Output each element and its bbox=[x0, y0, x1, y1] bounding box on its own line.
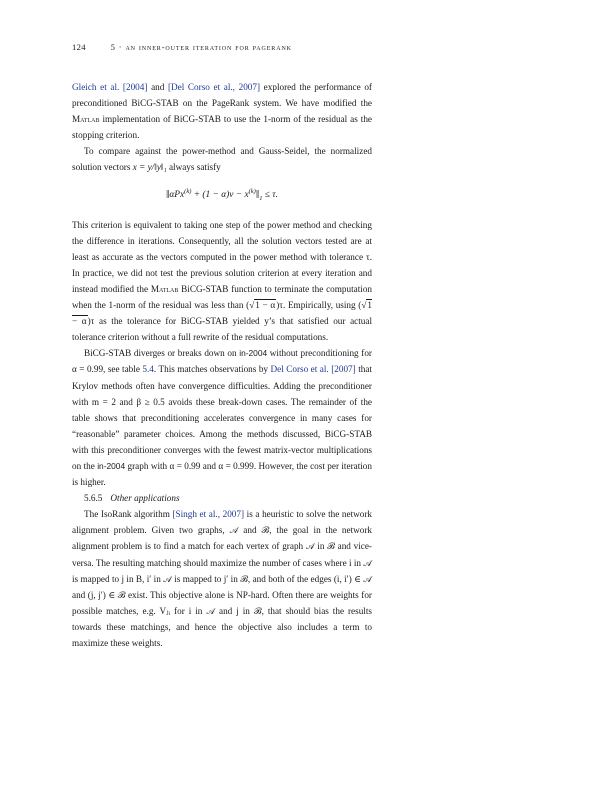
norm-open: ‖ bbox=[165, 186, 170, 201]
text: )τ as the tolerance for BiCG-STAB yielded y’s that satisfied our actual tolerance criterion without a full rewrite of the residual computations. bbox=[72, 316, 373, 343]
text: This criterion is equivalent to taking one step of the power method and checking the difference in iterations. Consequently, all the solution vectors tested are at least as accurate as the vectors computed in the power method with tolerance τ. In practice, we did not test the previous solution criterion at every iteration and instead modified the bbox=[72, 219, 372, 294]
text: To compare against the power-method and Gauss-Seidel, the normalized solution vectors bbox=[72, 146, 372, 173]
subsection-number: 5.6.5 bbox=[84, 493, 103, 504]
citation-del-corso-2007[interactable]: [Del Corso et al., 2007] bbox=[167, 82, 261, 92]
eq-superscript: (k) bbox=[248, 187, 256, 195]
sqrt-expr: 1 − α bbox=[255, 300, 276, 311]
paragraph-3: This criterion is equivalent to taking one step of the power method and checking the difference in iterations. Consequently, all the solution vectors tested are at least as accurate as the vectors computed in the power method with tolerance τ. In practice, we did not test the previous solution criterion at every iteration and instead modified the Matlab BiCG-STAB function to terminate the computation when the 1-norm of the residual was less than (√1 − α)τ. Empirically, using (√1 − α)τ as the tolerance for BiCG-STAB yielded y’s that satisfied our actual tolerance criterion without a full rewrite of the residual computations. bbox=[72, 219, 373, 343]
citation-singh-2007[interactable]: [Singh et al., 2007] bbox=[172, 509, 245, 520]
text: . This matches observations by bbox=[153, 364, 271, 375]
sqrt-expr: 1 − α bbox=[72, 300, 372, 327]
graph-name: in-2004 bbox=[97, 460, 126, 471]
subsection-heading bbox=[72, 490, 372, 506]
text: is a heuristic to solve the network alignment problem. Given two graphs, 𝒜 and ℬ, the goal in the network alignment problem is to find a match for each vertex of graph 𝒜 in ℬ and vice-versa. The resulting matching should maximize the number of cases where i in 𝒜 is mapped to j in B, i′ in 𝒜 is mapped to j′ in ℬ, and both of the edges (i, i′) ∈ 𝒜 and (j, j′) ∈ ℬ exist. This objective alone is NP-hard. Often there are weights for possible matches, e.g. Vⱼᵢ for i in 𝒜 and j in ℬ, that should bias the results towards these matchings, and hence the objective also includes a term to maximize these weights. bbox=[72, 509, 372, 648]
text: always satisfy bbox=[166, 162, 221, 173]
paragraph-2 bbox=[72, 143, 372, 175]
citation-del-corso-2007-b[interactable]: Del Corso et al. [2007] bbox=[270, 364, 356, 375]
text: explored the performance of preconditioned BiCG-STAB on the PageRank system. We have modified the bbox=[72, 82, 372, 109]
text: graph with α = 0.99 and α = 0.999. However, the cost per iteration is higher. bbox=[72, 460, 372, 488]
text: The IsoRank algorithm bbox=[84, 509, 173, 520]
text: that Krylov methods often have convergence difficulties. Adding the preconditioner with m = 2 and β ≥ 0.5 avoids these break-down cases. The remainder of the table shows that preconditioning accelerates convergence in many cases for “reasonable” parameter choices. Among the methods discussed, BiCG-STAB with this preconditioner converges with the fewest matrix-vector multiplications on the bbox=[72, 364, 372, 471]
running-header bbox=[72, 42, 292, 52]
eq-term: + (1 − α)v − x bbox=[191, 189, 249, 200]
text: and bbox=[147, 82, 168, 92]
matlab-term: Matlab bbox=[72, 114, 100, 125]
eq-term: αPx bbox=[169, 189, 185, 200]
display-equation: ‖αPx$^{(k)}$ + $(1 - \alpha)v - x^{(k)}‖_1 \le \tau$. bbox=[165, 186, 278, 202]
text: )τ. Empirically, using ( bbox=[276, 300, 362, 311]
page-number: 124 bbox=[72, 42, 86, 52]
table-reference[interactable]: 5.4 bbox=[142, 364, 154, 375]
graph-name: in-2004 bbox=[239, 348, 268, 359]
matlab-term: Matlab bbox=[150, 283, 179, 294]
eq-rhs: ≤ τ. bbox=[262, 189, 278, 200]
text: BiCG-STAB diverges or breaks down on bbox=[84, 348, 240, 359]
paragraph-4 bbox=[72, 345, 372, 490]
eq-superscript: (k) bbox=[184, 187, 192, 195]
inline-math: x = y/‖y‖₁ bbox=[132, 162, 167, 173]
text: without preconditioning for α = 0.99, see table bbox=[72, 348, 372, 375]
running-title: 5 · an inner-outer iteration for pagerank bbox=[110, 43, 292, 52]
text: BiCG-STAB function to terminate the computation when the 1-norm of the residual was less than ( bbox=[72, 283, 373, 311]
text: implementation of BiCG-STAB to use the 1-norm of the residual as the stopping criterion. bbox=[72, 114, 372, 141]
paragraph-1 bbox=[72, 79, 372, 143]
citation-gleich-2004[interactable]: Gleich et al. [2004] bbox=[72, 82, 148, 92]
subsection-title: Other applications bbox=[110, 493, 180, 504]
main-text bbox=[72, 79, 372, 651]
norm-close: ‖ bbox=[255, 186, 260, 201]
paragraph-5 bbox=[72, 506, 372, 651]
